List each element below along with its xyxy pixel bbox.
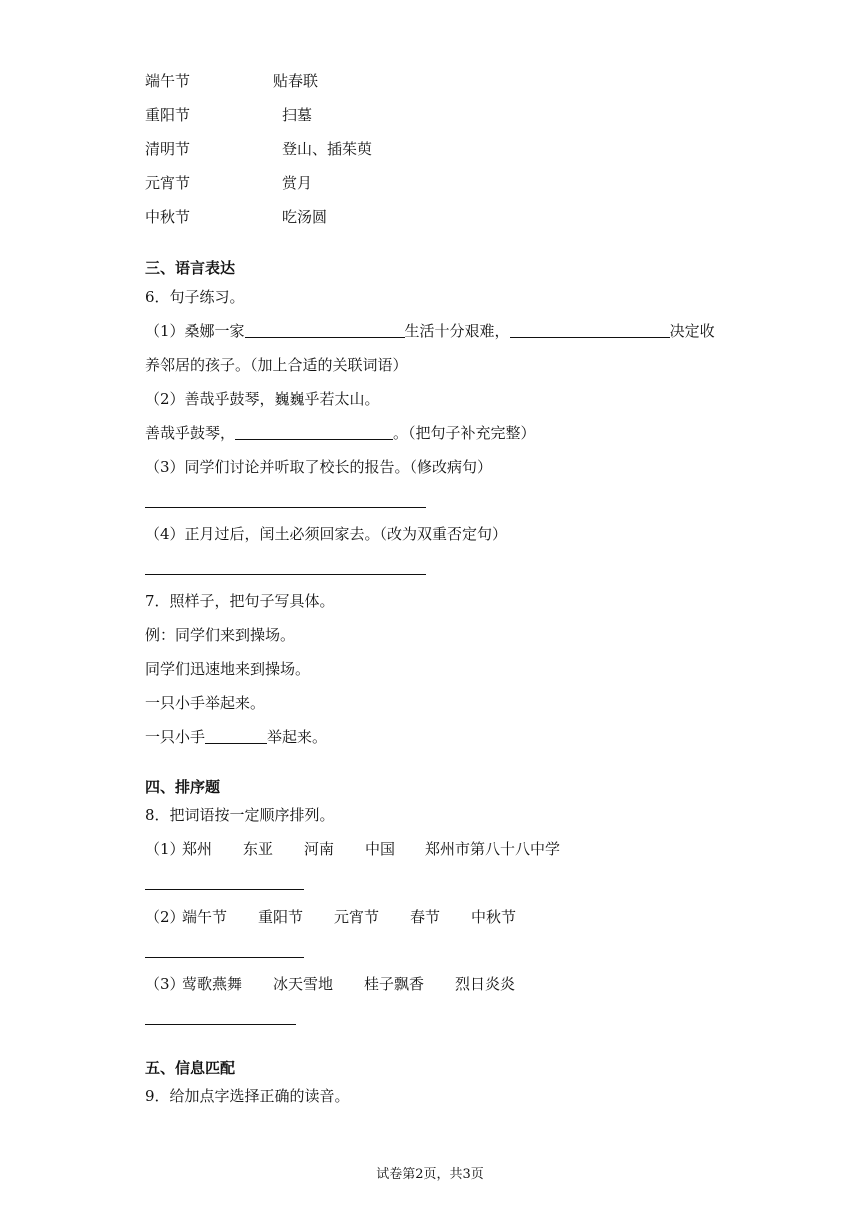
q7-blank[interactable]	[205, 728, 267, 744]
match-right-5: 吃汤圆	[282, 208, 328, 226]
match-left-1: 端午节	[145, 72, 191, 90]
q6-1-line1	[145, 321, 715, 341]
q8-1-word-2: 东亚	[243, 840, 274, 858]
q6-3-text: （3）同学们讨论并听取了校长的报告。（修改病句）	[145, 458, 493, 476]
q6-2-line2	[145, 423, 536, 443]
q6-title: 6．句子练习。	[145, 288, 245, 306]
q8-1-word-5: 郑州市第八十八中学	[425, 840, 561, 858]
match-left-5: 中秋节	[145, 208, 191, 226]
q6-1-text-c: 决定收	[669, 322, 715, 340]
q8-title: 8．把词语按一定顺序排列。	[145, 806, 335, 824]
q8-3-word-4: 烈日炎炎	[455, 975, 516, 993]
section-5-title: 五、信息匹配	[145, 1059, 236, 1077]
section-3-title: 三、语言表达	[145, 259, 236, 277]
q8-2-word-4: 春节	[410, 908, 441, 926]
q8-1-word-1: 郑州	[182, 840, 213, 858]
q8-2-answer-line[interactable]	[145, 957, 304, 958]
match-left-2: 重阳节	[145, 106, 191, 124]
q8-3-label: （3）	[145, 975, 185, 993]
q8-2-word-3: 元宵节	[334, 908, 380, 926]
q8-2-word-5: 中秋节	[471, 908, 517, 926]
q6-4-text: （4）正月过后，闰土必须回家去。（改为双重否定句）	[145, 525, 508, 543]
match-left-4: 元宵节	[145, 174, 191, 192]
match-right-4: 赏月	[282, 174, 313, 192]
q6-1-text-a: （1）桑娜一家	[145, 322, 245, 340]
q8-1-answer-line[interactable]	[145, 889, 304, 890]
q7-sentence: 一只小手举起来。	[145, 694, 266, 712]
q8-2-label: （2）	[145, 908, 185, 926]
q8-3-word-2: 冰天雪地	[273, 975, 334, 993]
section-4-title: 四、排序题	[145, 778, 221, 796]
q7-text-a: 一只小手	[145, 728, 206, 746]
q8-3-word-1: 莺歌燕舞	[182, 975, 243, 993]
q6-1-blank-1[interactable]	[245, 322, 405, 338]
q6-3-answer-line[interactable]	[145, 507, 426, 508]
q6-1-blank-2[interactable]	[510, 322, 670, 338]
q7-answer-line	[145, 727, 327, 747]
q9-title: 9．给加点字选择正确的读音。	[145, 1087, 350, 1105]
q6-2-blank[interactable]	[235, 424, 393, 440]
q8-1-word-3: 河南	[304, 840, 335, 858]
q6-1-text-b: 生活十分艰难，	[404, 322, 510, 340]
match-right-1: 贴春联	[273, 72, 319, 90]
q7-text-b: 举起来。	[267, 728, 328, 746]
q8-2-word-1: 端午节	[182, 908, 228, 926]
q8-3-answer-line[interactable]	[145, 1024, 296, 1025]
page-footer: 试卷第2页，共3页	[376, 1167, 484, 1182]
q7-example: 例：同学们来到操场。	[145, 626, 296, 644]
q7-title: 7．照样子，把句子写具体。	[145, 592, 335, 610]
match-left-3: 清明节	[145, 140, 191, 158]
q6-2-text-b: 。（把句子补充完整）	[393, 424, 536, 442]
q8-1-word-4: 中国	[365, 840, 396, 858]
q6-2-line1: （2）善哉乎鼓琴，巍巍乎若太山。	[145, 390, 380, 408]
q6-2-text-a: 善哉乎鼓琴，	[145, 424, 236, 442]
match-right-2: 扫墓	[282, 106, 313, 124]
q8-2-word-2: 重阳节	[258, 908, 304, 926]
q6-1-line2: 养邻居的孩子。（加上合适的关联词语）	[145, 356, 408, 374]
q6-4-answer-line[interactable]	[145, 574, 426, 575]
q8-1-label: （1）	[145, 840, 185, 858]
q8-3-word-3: 桂子飘香	[364, 975, 425, 993]
match-right-3: 登山、插茱萸	[282, 140, 373, 158]
q7-example-answer: 同学们迅速地来到操场。	[145, 660, 311, 678]
